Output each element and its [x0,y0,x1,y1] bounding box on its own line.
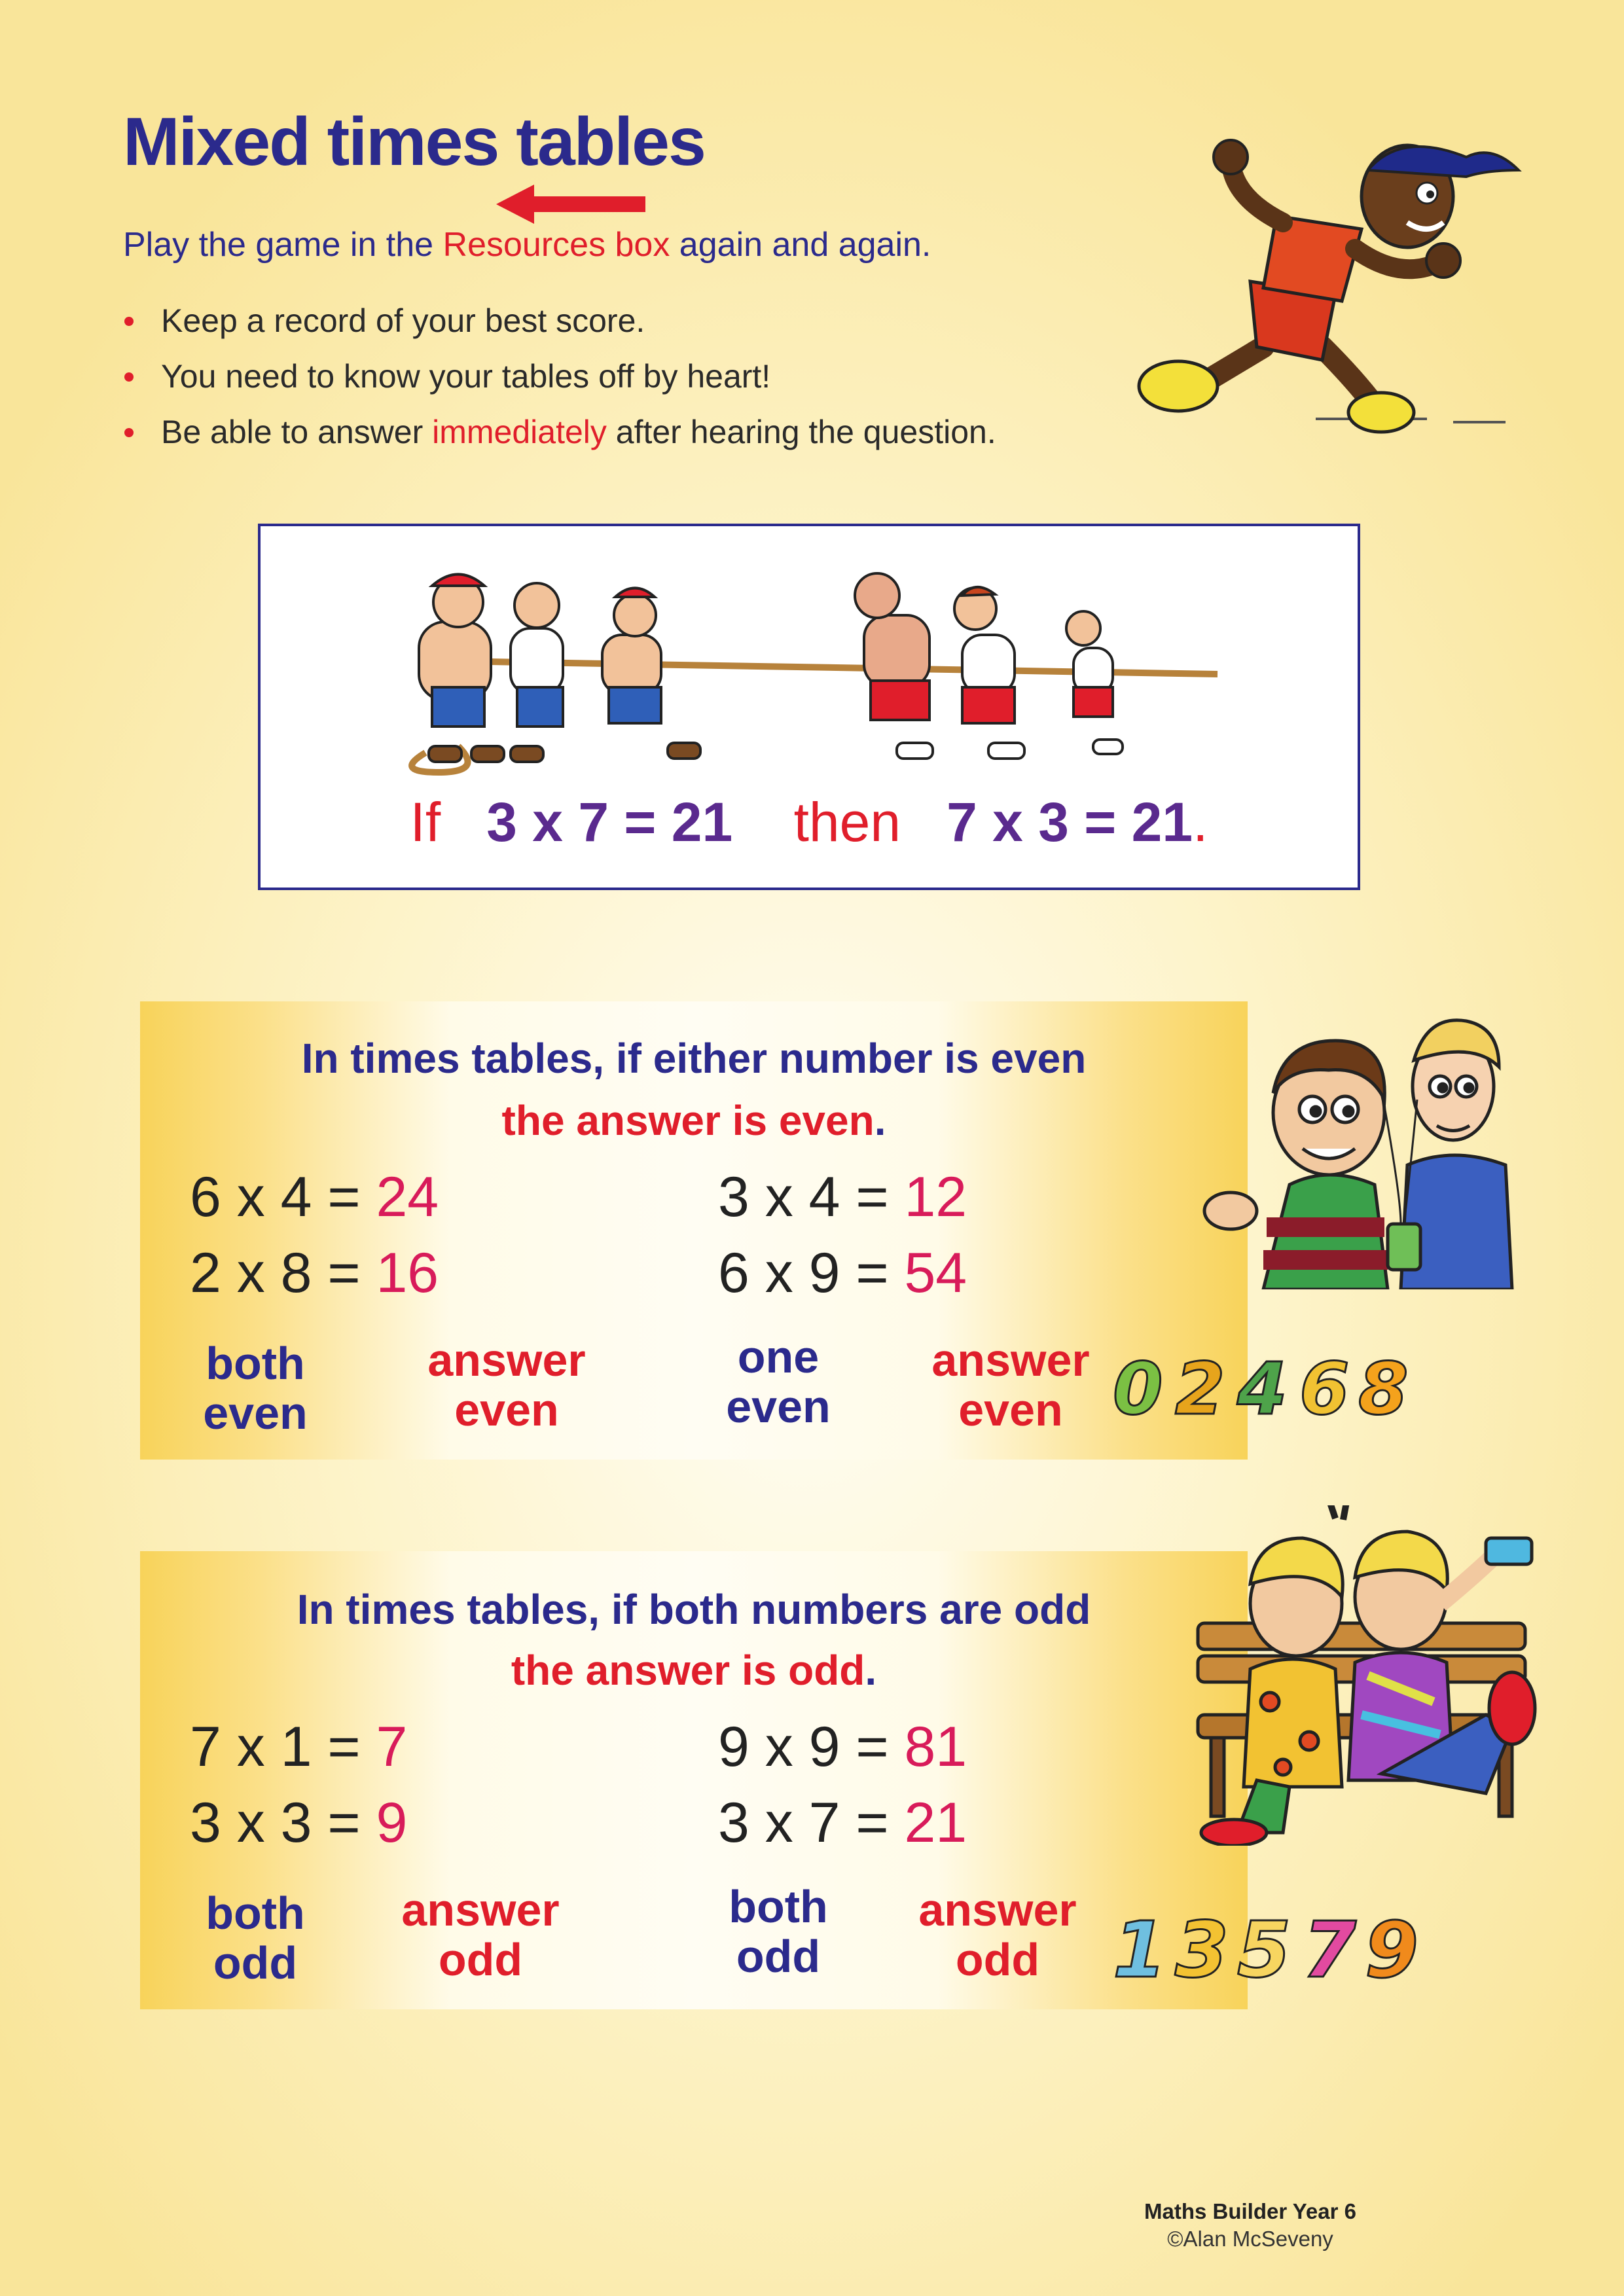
equation-answer: 54 [904,1242,967,1304]
label-line: even [726,1381,831,1432]
digit-icon: 3 [1175,1905,1229,1995]
label-line: even [203,1388,308,1439]
equation-expression: 3 x 4 = [718,1166,905,1229]
answer-label [408,1335,605,1435]
even-digits-illustration [1106,1342,1420,1433]
page-title: Mixed times tables [123,104,705,180]
answer-label [912,1335,1109,1435]
odd-heading-end: . [865,1647,877,1694]
left-arrow-icon [496,185,645,224]
runner-illustration [1100,131,1532,439]
odd-rule-panel [140,1551,1248,2009]
footer [1139,2199,1362,2251]
intro-text [123,225,931,264]
friends-bench-illustration [1172,1505,1551,1846]
equation-row [190,1791,407,1856]
intro-after: again and again. [670,226,931,264]
second-equation: 7 x 3 = 21 [947,791,1193,853]
list-item-after: after hearing the question. [606,414,996,450]
answer-label [382,1885,579,1984]
list-item-text: Keep a record of your best score. [161,302,645,339]
odd-heading-line1: In times tables, if both numbers are odd [297,1586,1091,1633]
label-line: odd [438,1934,523,1985]
digit-icon: 0 [1113,1347,1163,1431]
label-line: odd [213,1937,298,1988]
answer-label [899,1885,1096,1984]
digit-icon: 5 [1237,1905,1291,1995]
label-line: even [958,1384,1063,1435]
even-rule-panel [140,1001,1248,1460]
digit-icon: 1 [1113,1905,1167,1995]
equation-answer: 12 [904,1166,967,1229]
commutative-statement [258,791,1360,854]
even-heading-end: . [874,1097,886,1144]
equation-answer: 9 [376,1791,408,1854]
first-equation: 3 x 7 = 21 [486,791,733,853]
even-heading-line1: In times tables, if either number is even [301,1035,1087,1082]
equation-expression: 9 x 9 = [718,1715,905,1778]
digit-icon: 7 [1303,1905,1357,1995]
label-line: odd [736,1931,821,1982]
odd-digits-illustration [1106,1898,1434,1996]
label-line: both [206,1338,305,1389]
equation-answer: 81 [904,1715,967,1778]
bullet-icon [124,372,134,382]
label-line: even [454,1384,559,1435]
bullet-icon [124,428,134,437]
digit-icon: 2 [1175,1347,1225,1431]
equation-answer: 21 [904,1791,967,1854]
digit-icon: 6 [1299,1347,1350,1431]
even-heading-line2 [140,1096,1248,1145]
list-item [123,404,996,460]
copyright: ©Alan McSeveny [1167,2227,1333,2251]
odd-heading-line2 [140,1646,1248,1695]
odd-heading-text: the answer is odd [511,1647,865,1694]
equation-row [718,1241,967,1306]
even-heading-text: the answer is even [501,1097,875,1144]
equation-row [718,1715,967,1780]
resources-box-reference: Resources box [442,226,670,264]
equation-expression: 3 x 3 = [190,1791,376,1854]
tug-of-war-illustration [380,556,1263,779]
equation-expression: 6 x 4 = [190,1166,376,1229]
factor-label [700,1332,857,1431]
statement-end: . [1193,791,1208,853]
label-line: answer [427,1335,586,1386]
list-item [123,349,996,404]
label-line: answer [918,1884,1077,1935]
equation-expression: 6 x 9 = [718,1242,905,1304]
equation-answer: 7 [376,1715,408,1778]
label-line: answer [931,1335,1090,1386]
list-item-emphasis: immediately [432,414,607,450]
digit-icon: 8 [1358,1347,1409,1431]
digit-icon: 9 [1365,1905,1419,1995]
bullet-icon [124,317,134,326]
equation-expression: 7 x 1 = [190,1715,376,1778]
label-line: answer [401,1884,560,1935]
boys-music-illustration [1191,1001,1519,1289]
label-line: one [737,1331,820,1382]
book-title: Maths Builder Year 6 [1144,2199,1357,2223]
factor-label [700,1882,857,1981]
equation-expression: 2 x 8 = [190,1242,376,1304]
equation-row [190,1241,439,1306]
factor-label [177,1338,334,1438]
list-item-text: You need to know your tables off by heart! [161,358,771,395]
label-line: odd [955,1934,1040,1985]
digit-icon: 4 [1237,1347,1288,1431]
if-word: If [410,791,441,853]
equation-row [190,1715,407,1780]
factor-label [177,1888,334,1988]
equation-answer: 24 [376,1166,439,1229]
list-item [123,293,996,349]
instruction-list [123,293,996,460]
list-item-before: Be able to answer [161,414,433,450]
equation-answer: 16 [376,1242,439,1304]
equation-row [190,1165,439,1230]
label-line: both [206,1888,305,1939]
intro-before: Play the game in the [123,226,443,264]
then-word: then [793,791,901,853]
equation-row [718,1165,967,1230]
label-line: both [729,1881,828,1932]
equation-expression: 3 x 7 = [718,1791,905,1854]
equation-row [718,1791,967,1856]
